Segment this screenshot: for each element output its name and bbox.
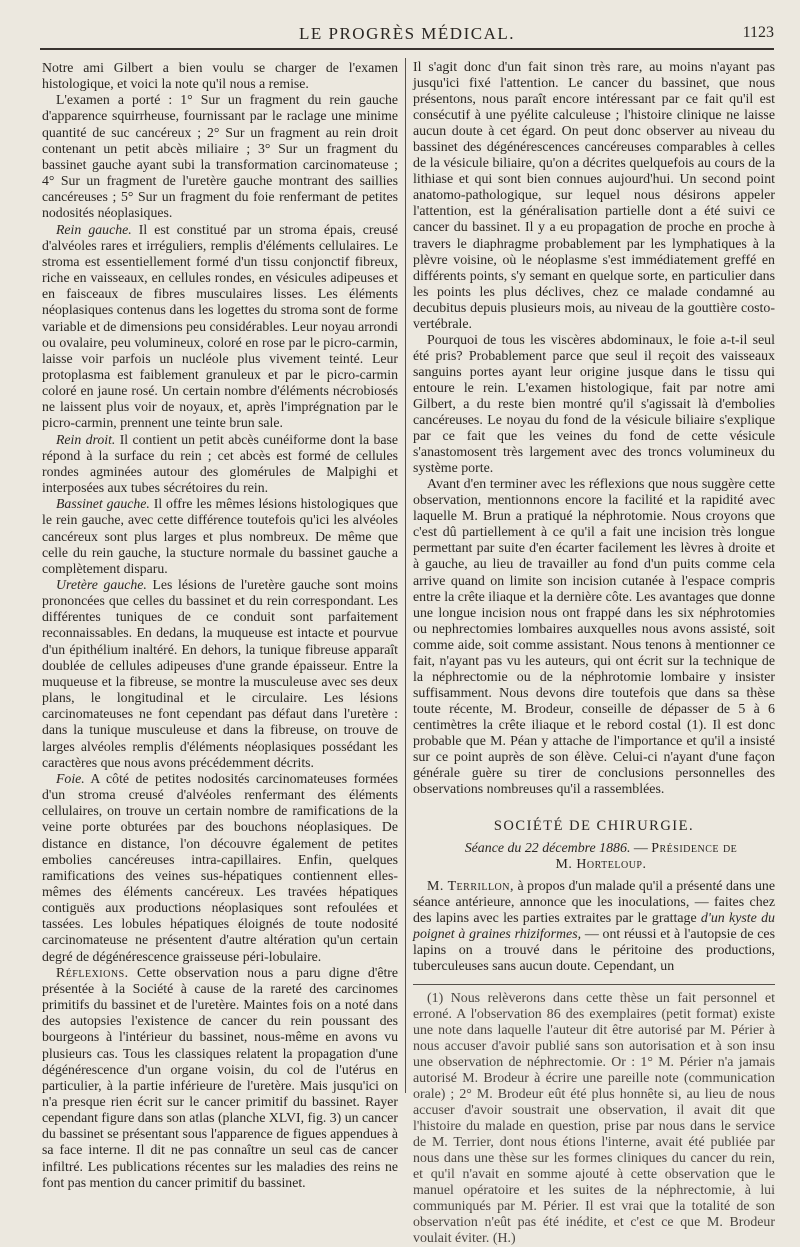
paragraph bbox=[42, 222, 398, 432]
paragraph: L'examen a porté : 1° Sur un fragment du rein gauche d'apparence squirrheuse, fournissant par le raclage une minime quantité de suc cancéreux ; 2° Sur un fragment au rein droit contenant un petit abcès miliaire ; 3° Sur un fragment du bassinet gauche ayant subi la transformation carcinomateuse ; 4° Sur un fragment de l'uretère gauche montrant des saillies cancéreuses ; 5° Sur un fragment du foie renfermant de petites nodosités néoplasiques. bbox=[42, 92, 398, 221]
paragraph: Pourquoi de tous les viscères abdominaux, le foie a-t-il seul été pris? Probablement parce que seul il reçoit des vaisseaux sanguins portes ayant leur origine jusque dans le tissu qui entoure le rein. L'examen histologique, fait par notre ami Gilbert, a du reste bien montré qu'il s'agissait là d'embolies cancéreuses. Le noyau du fond de la vésicule biliaire s'explique par ce fait que les veines du fond de cette vésicule s'anastomosent très largement avec des troncs volumineux du système porte. bbox=[413, 332, 775, 477]
paragraph bbox=[413, 879, 775, 975]
paragraph-italic: d'un kyste du poignet à graines rhiziformes, bbox=[413, 911, 775, 943]
paragraph: Il s'agit donc d'un fait sinon très rare, au moins n'ayant pas jusqu'ici fixé l'attention. Le cancer du bassinet, que nous présentons, nous paraît encore intéressant par ce fait qu'il est consécutif à une pyélite calculeuse ; l'histoire clinique ne laisse aucun doute à cet égard. On peut donc observer au niveau du bassinet des dégénérescences cancéreuses comparables à celles de la vésicule biliaire, qu'on a décrites quelquefois au cours de la lithiase et qui sont bien connues aujourd'hui. Un second point anatomo-pathologique, sur lequel nous désirons appeler l'attention, est la généralisation partielle dont a été suivi ce cancer du bassinet. Il y a eu propagation de proche en proche à travers le diaphragme probablement par les lymphatiques à la plèvre voisine, où le néoplasme s'est immédiatement greffé en différents points, s'y semant en quelque sorte, en particulier dans les points les plus déclives, chez ce malade condamné au decubitus depuis plusieurs mois, au niveau de la gouttière costo-vertébrale. bbox=[413, 60, 775, 332]
paragraph bbox=[42, 771, 398, 965]
session-presidency: Présidence de bbox=[651, 841, 738, 857]
session-date: Séance du 22 décembre 1886. bbox=[464, 841, 631, 857]
paragraph bbox=[42, 432, 398, 497]
paragraph bbox=[42, 965, 398, 1191]
paragraph bbox=[42, 577, 398, 771]
page-header bbox=[40, 24, 774, 46]
left-column bbox=[42, 60, 398, 1191]
paragraph-text: A côté de petites nodosités carcinomateuses formées d'un stroma creusé d'alvéoles renfermant des éléments cellulaires, on trouve un certain nombre de ramifications de la veine porte obturées par des bouchons néoplasiques. De distance en distance, l'on découvre également de petites embolies cancéreuses intra-capillaires. Enfin, quelques ramifications des veines sus-hépatiques contiennent elles-mêmes des éléments cancéreux. Les travées hépatiques contiguës aux productions néoplasiques sont refoulées et tassées. Les lobules hépatiques éloignés de toute nodosité carcinomateuse ne présentent d'autre altération qu'un certain degré de dégénérescence graisseuse péri-lobulaire. bbox=[42, 770, 398, 964]
paragraph-label: Rein gauche. bbox=[56, 221, 132, 237]
header-rule bbox=[40, 48, 774, 50]
paragraph: Avant d'en terminer avec les réflexions que nous suggère cette observation, mentionnons encore la facilité et la rapidité avec laquelle M. Brun a pratiqué la néphrotomie. Nous croyons que c'est dû partiellement à ce qu'il a fait une incision très longue permettant par suite d'en écarter facilement les lèvres à droite et à gauche, au lieu de travailler au fond d'un puits comme cela arrive quand on limite son incision cutanée à l'espace compris entre la crête iliaque et la dernière côte. Les avantages que donne une longue incision nous ont frappé dans les six néphrotomies ou nephrectomies lombaires auxquelles nous avons assisté, soit comme aide, soit comme assistant. Nous tenons à mentionner ce fait, n'ayant pas vu les auteurs, qui ont écrit sur la technique de la néphrectomie ou de la néphrotomie lombaire y insister suffisamment. Nous devons dire toutefois que dans sa thèse toute récente, M. Brodeur, conseille de dépasser de 5 à 6 centimètres la crête iliaque et le rebord costal (1). Il est donc probable que M. Péan y attache de l'importance et qu'il a insisté sur ce point auprès de son élève. Celui-ci n'ayant d'une façon générale guère su tirer de conclusions personnelles des observations nombreuses qu'il a rassemblées. bbox=[413, 477, 775, 798]
paragraph-text: Il offre les mêmes lésions histologiques que le rein gauche, avec cette différence toutefois qu'ici les alvéoles cancéreux sont plus larges et plus nombreux. De même que celle du rein gauche, la stucture normale du bassinet gauche a complètement disparu. bbox=[42, 496, 398, 576]
paragraph-label: Bassinet gauche. bbox=[56, 496, 150, 512]
column-divider bbox=[405, 58, 406, 1093]
speaker-name: M. Terrillon, bbox=[427, 879, 514, 895]
paragraph-label: Uretère gauche. bbox=[56, 577, 147, 592]
journal-title: LE PROGRÈS MÉDICAL. bbox=[299, 24, 515, 43]
session-heading bbox=[413, 841, 775, 857]
paragraph-text: Il est constitué par un stroma épais, creusé d'alvéoles rares et irréguliers, remplis d'éléments cellulaires. Le stroma est essentiellement formé d'un tissu conjonctif fibreux, riche en vaisseaux, en cellules rondes, en vésicules adipeuses et en faisceaux de fibres musculaires lisses. Les éléments néoplasiques contenus dans les logettes du stroma sont de forme variable et de dimensions peu considérables. Leur noyau arrondi ou ovalaire, peu volumineux, coloré en rose par le picro-carmin, laisse voir parfois un nucléole plus vivement teinté. Leur protoplasma est faiblement granuleux et par le picro-carmin coloré en jaune rosé. Un certain nombre d'éléments nécrobiosés ne laissent plus voir de noyaux, et, après l'imprégnation par le picro-carmin, prennent une teinte brun sale. bbox=[42, 221, 398, 431]
paragraph-text: Il contient un petit abcès cunéiforme dont la base répond à la surface du rein ; cet abcès est formé de cellules rondes agminées autour des glomérules de Malpighi et interposées aux tubes sécrétoires du rein. bbox=[42, 431, 398, 496]
paragraph-text: Les lésions de l'uretère gauche sont moins prononcées que celles du bassinet et du rein correspondant. Les différentes tuniques de ce conduit sont parfaitement reconnaissables. En dedans, la muqueuse est intacte et pourvue d'un épithélium inaltéré. En dehors, la tunique fibreuse apparaît doublée de cellules adipeuses d'une grande épaisseur. Entre la muqueuse et la fibreuse, se montre la musculeuse avec ses deux plans, le longitudinal et le circulaire. Les lésions carcinomateuses ne font cependant pas défaut dans l'uretère : dans la tunique musculeuse et dans la fibreuse, on trouve de larges alvéoles remplis d'éléments néoplasiques possédant les caractères que nous avons précédemment décrits. bbox=[42, 577, 399, 770]
paragraph: Notre ami Gilbert a bien voulu se charger de l'examen histologique, et voici la note qu'il nous a remise. bbox=[42, 60, 398, 92]
session-dash: — bbox=[630, 841, 652, 857]
page-number: 1123 bbox=[742, 24, 774, 41]
right-column bbox=[413, 60, 775, 1247]
paragraph-text: Cette observation nous a paru digne d'être présentée à la Société à cause de la rareté des carcinomes primitifs du bassinet et de l'uretère. Maintes fois on a noté dans des autopsies l'existence de cancer du rein poussant des bourgeons à l'intérieur du bassinet, nous-même en avons vu plusieurs cas. Tous les classiques relatent la propagation d'une dégénérescence d'un organe voisin, du col de l'utérus en particulier, à la partie inférieure de l'uretère. Mais jusqu'ici on n'a presque rien écrit sur le cancer primitif du bassinet. Rayer cependant figure dans son atlas (planche XLVI, fig. 3) un cancer du bassinet se présentant sous l'apparence de figues appendues à sa face interne. Il dit ne pas connaître un seul cas de cancer infiltré. Les publications récentes sur les maladies des reins ne font pas mention du cancer primitif du bassinet. bbox=[42, 964, 398, 1190]
paragraph-label: Réflexions. bbox=[56, 964, 129, 980]
footnote: (1) Nous relèverons dans cette thèse un fait personnel et erroné. A l'observation 86 des exemplaires (petit format) existe une note dans laquelle l'auteur dit être autorisé par M. Périer à nous accuser d'avoir publié sans son autorisation et à son insu une observation de néphrectomie. Or : 1° M. Périer n'a jamais autorisé M. Brodeur à écrire une pareille note (communication orale) ; 2° M. Brodeur eût été plus honnête si, au lieu de nous accuser d'avoir soustrait une observation, il avait dit que l'histoire du malade en question, prise par nous dans le service de M. Terrier, dont nous étions l'interne, avait été publiée par nous dans une thèse sur les formes cliniques du cancer du rein, et qu'il n'avait en somme ajouté à cette observation que le manuel opératoire et les suites de la néphrectomie, à lui communiqués par M. Périer. Il est vrai que la totalité de son observation n'eût pas été inédite, et c'est ce que M. Brodeur voulait éviter. (H.) bbox=[413, 990, 775, 1247]
section-title: SOCIÉTÉ DE CHIRURGIE. bbox=[493, 818, 695, 835]
footnote-rule bbox=[413, 984, 775, 985]
paragraph bbox=[42, 496, 398, 577]
paragraph-text: — ont réussi et à l'autopsie de ces lapins on a trouvé dans le péritoine des productions, tuberculeuses sans aucun doute. Cependant, un bbox=[413, 927, 775, 975]
paragraph-label: Rein droit. bbox=[56, 431, 116, 447]
paragraph-text: à propos d'un malade qu'il a présenté dans une séance antérieure, annonce que les inoculations, — faites chez des lapins avec les parties extraites par le grattage bbox=[413, 879, 775, 927]
session-president: M. Horteloup. bbox=[555, 857, 647, 873]
paragraph-label: Foie. bbox=[56, 770, 85, 786]
